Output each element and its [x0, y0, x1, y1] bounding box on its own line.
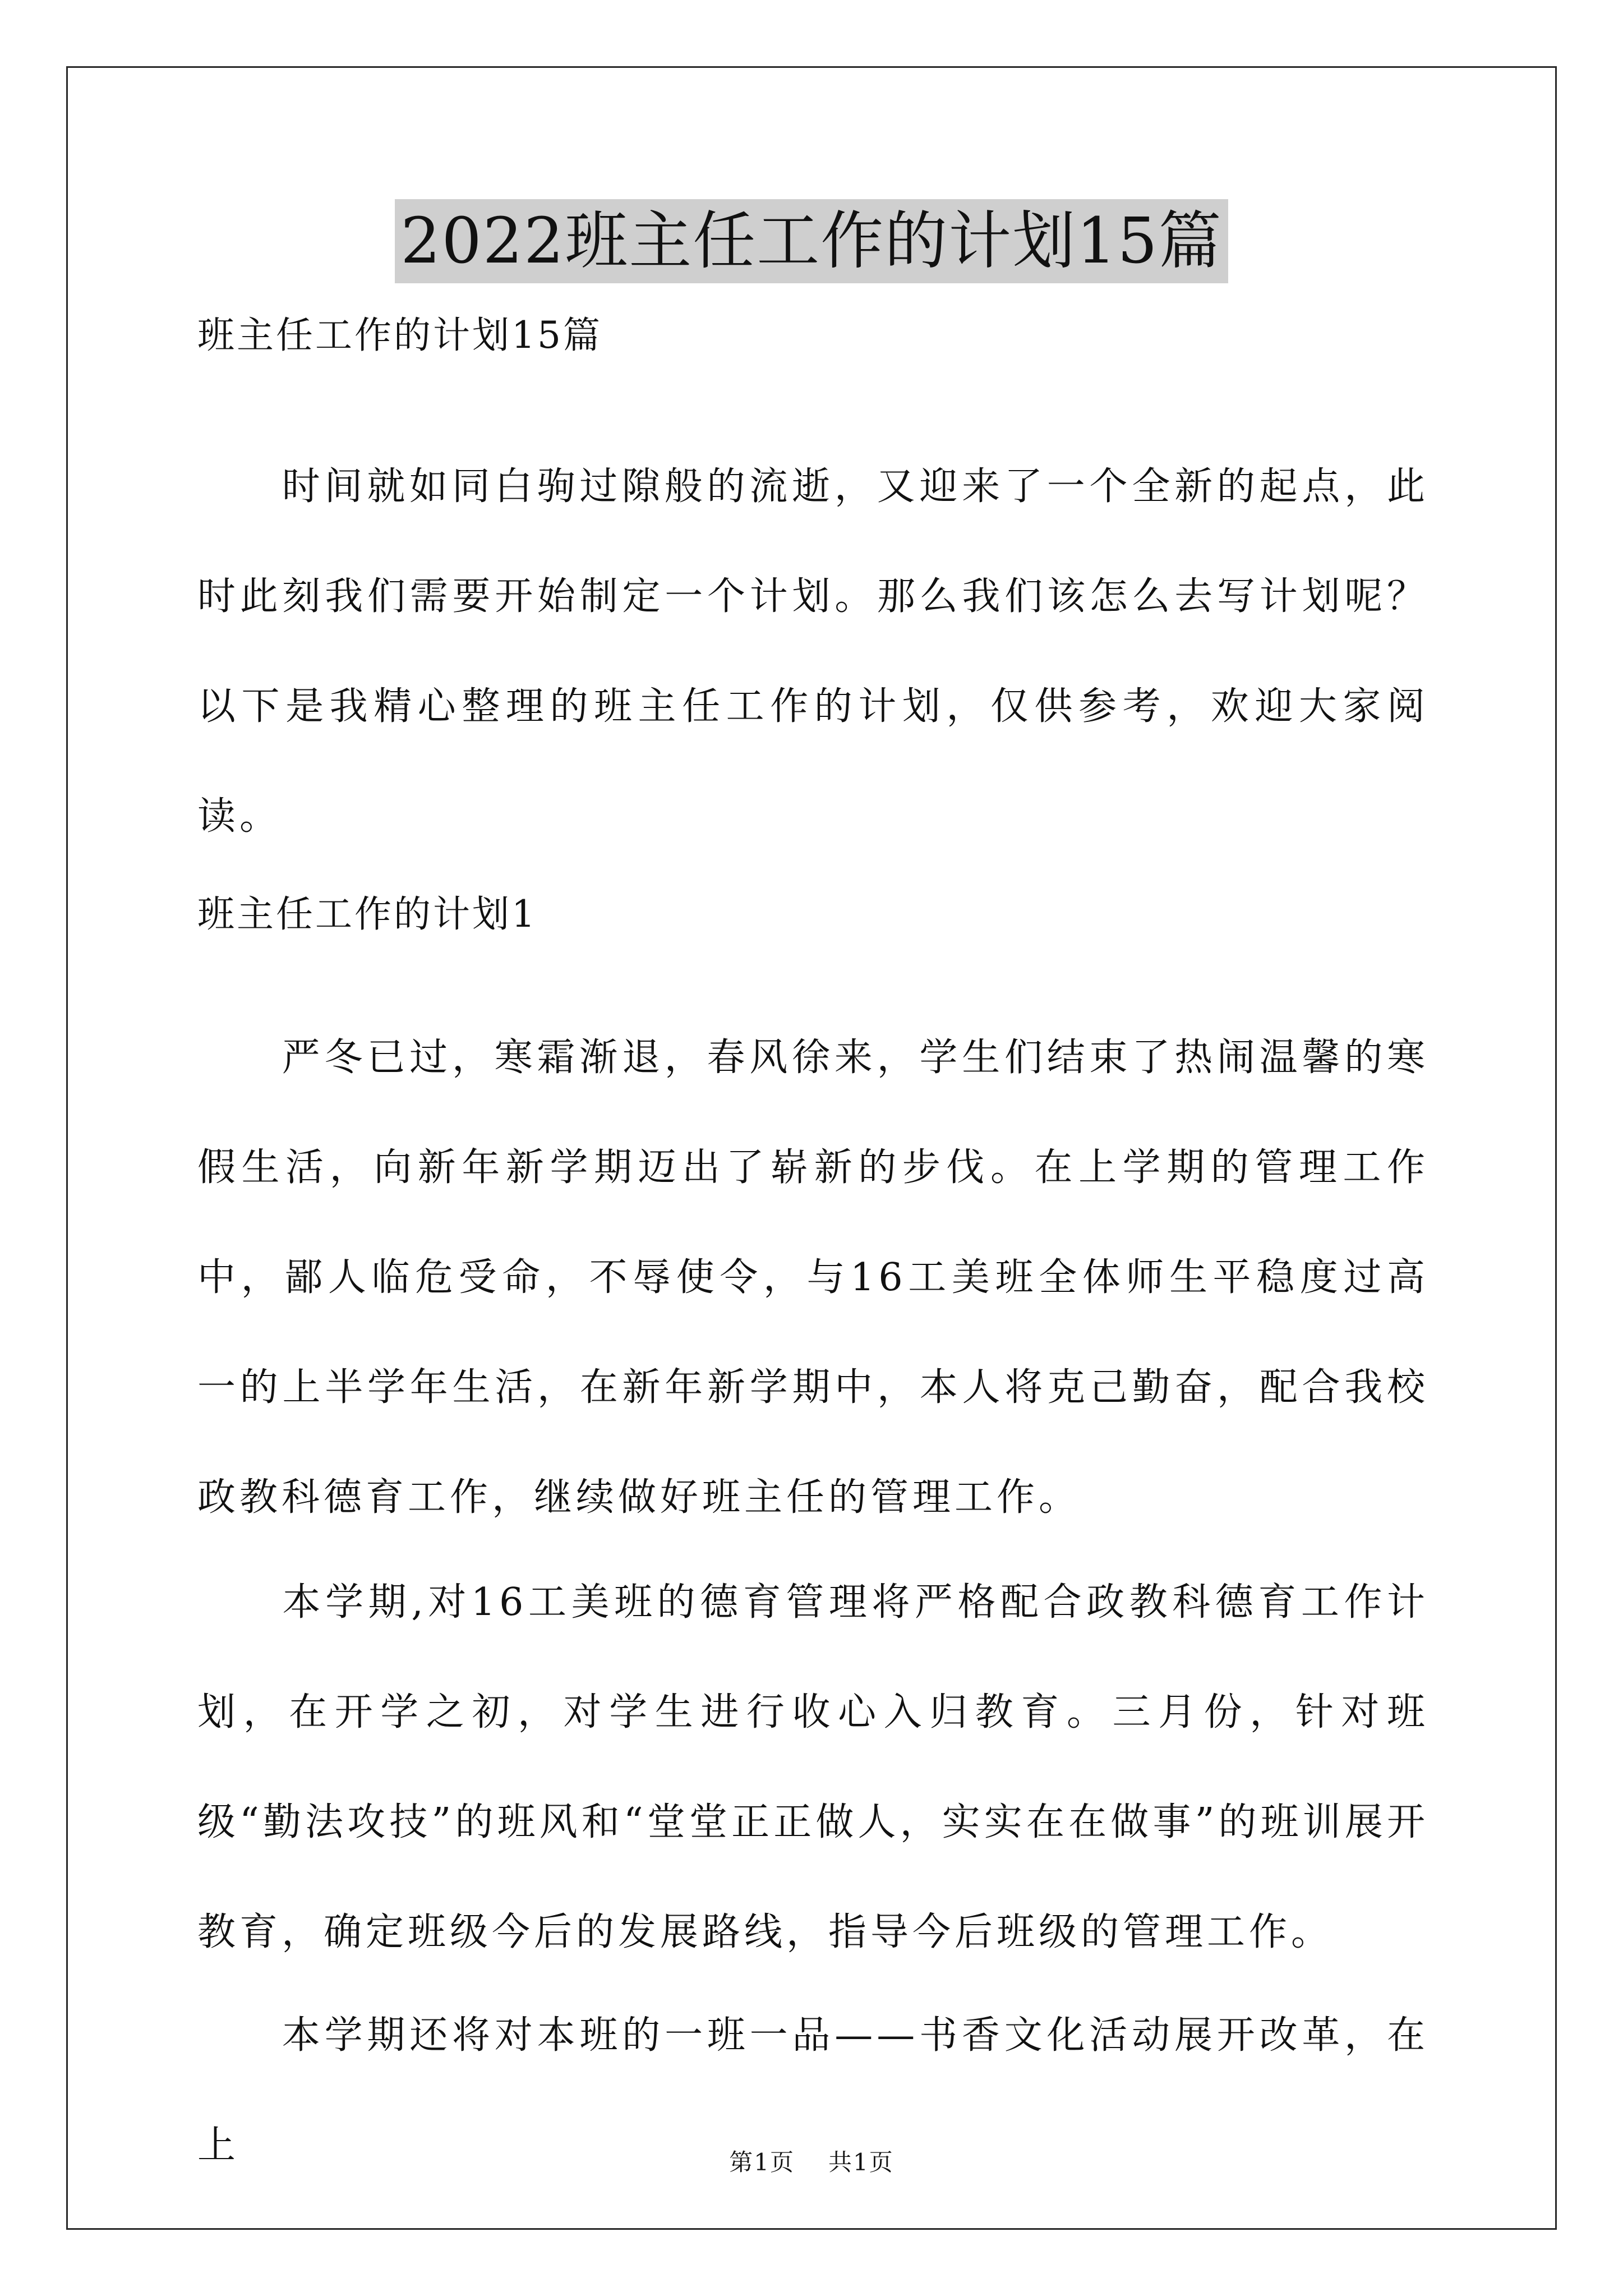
body-paragraph-text: 本学期,对16工美班的德育管理将严格配合政教科德育工作计划，在开学之初，对学生进行收心入归教育。三月份，针对班级“勤法攻技”的班风和“堂堂正正做人，实实在在做事”的班训展开教育，确定班级今后的发展路线，指导今后班级的管理工作。 [197, 1580, 1429, 1954]
page-total: 共1页 [828, 2148, 894, 2176]
intro-text: 时间就如同白驹过隙般的流逝，又迎来了一个全新的起点，此时此刻我们需要开始制定一个计划。那么我们该怎么去写计划呢？以下是我精心整理的班主任工作的计划，仅供参考，欢迎大家阅读。 [197, 464, 1429, 839]
page-footer [0, 2146, 1623, 2179]
body-paragraph-text: 严冬已过，寒霜渐退，春风徐来，学生们结束了热闹温馨的寒假生活，向新年新学期迈出了崭新的步伐。在上学期的管理工作中，鄙人临危受命，不辱使令，与16工美班全体师生平稳度过高一的上半学年生活，在新年新学期中，本人将克己勤奋，配合我校政教科德育工作，继续做好班主任的管理工作。 [197, 1036, 1429, 1520]
body-paragraph [197, 1003, 1429, 1553]
body-paragraph-text: 本学期还将对本班的一班一品——书香文化活动展开改革，在上 [197, 2013, 1429, 2168]
page-number: 第1页 [729, 2148, 795, 2176]
section-heading: 班主任工作的计划1 [197, 892, 537, 936]
intro-paragraph [197, 432, 1429, 872]
body-paragraph [197, 1548, 1429, 1987]
title-container [0, 199, 1623, 283]
document-title: 2022班主任工作的计划15篇 [395, 199, 1228, 283]
document-subtitle: 班主任工作的计划15篇 [197, 314, 602, 357]
